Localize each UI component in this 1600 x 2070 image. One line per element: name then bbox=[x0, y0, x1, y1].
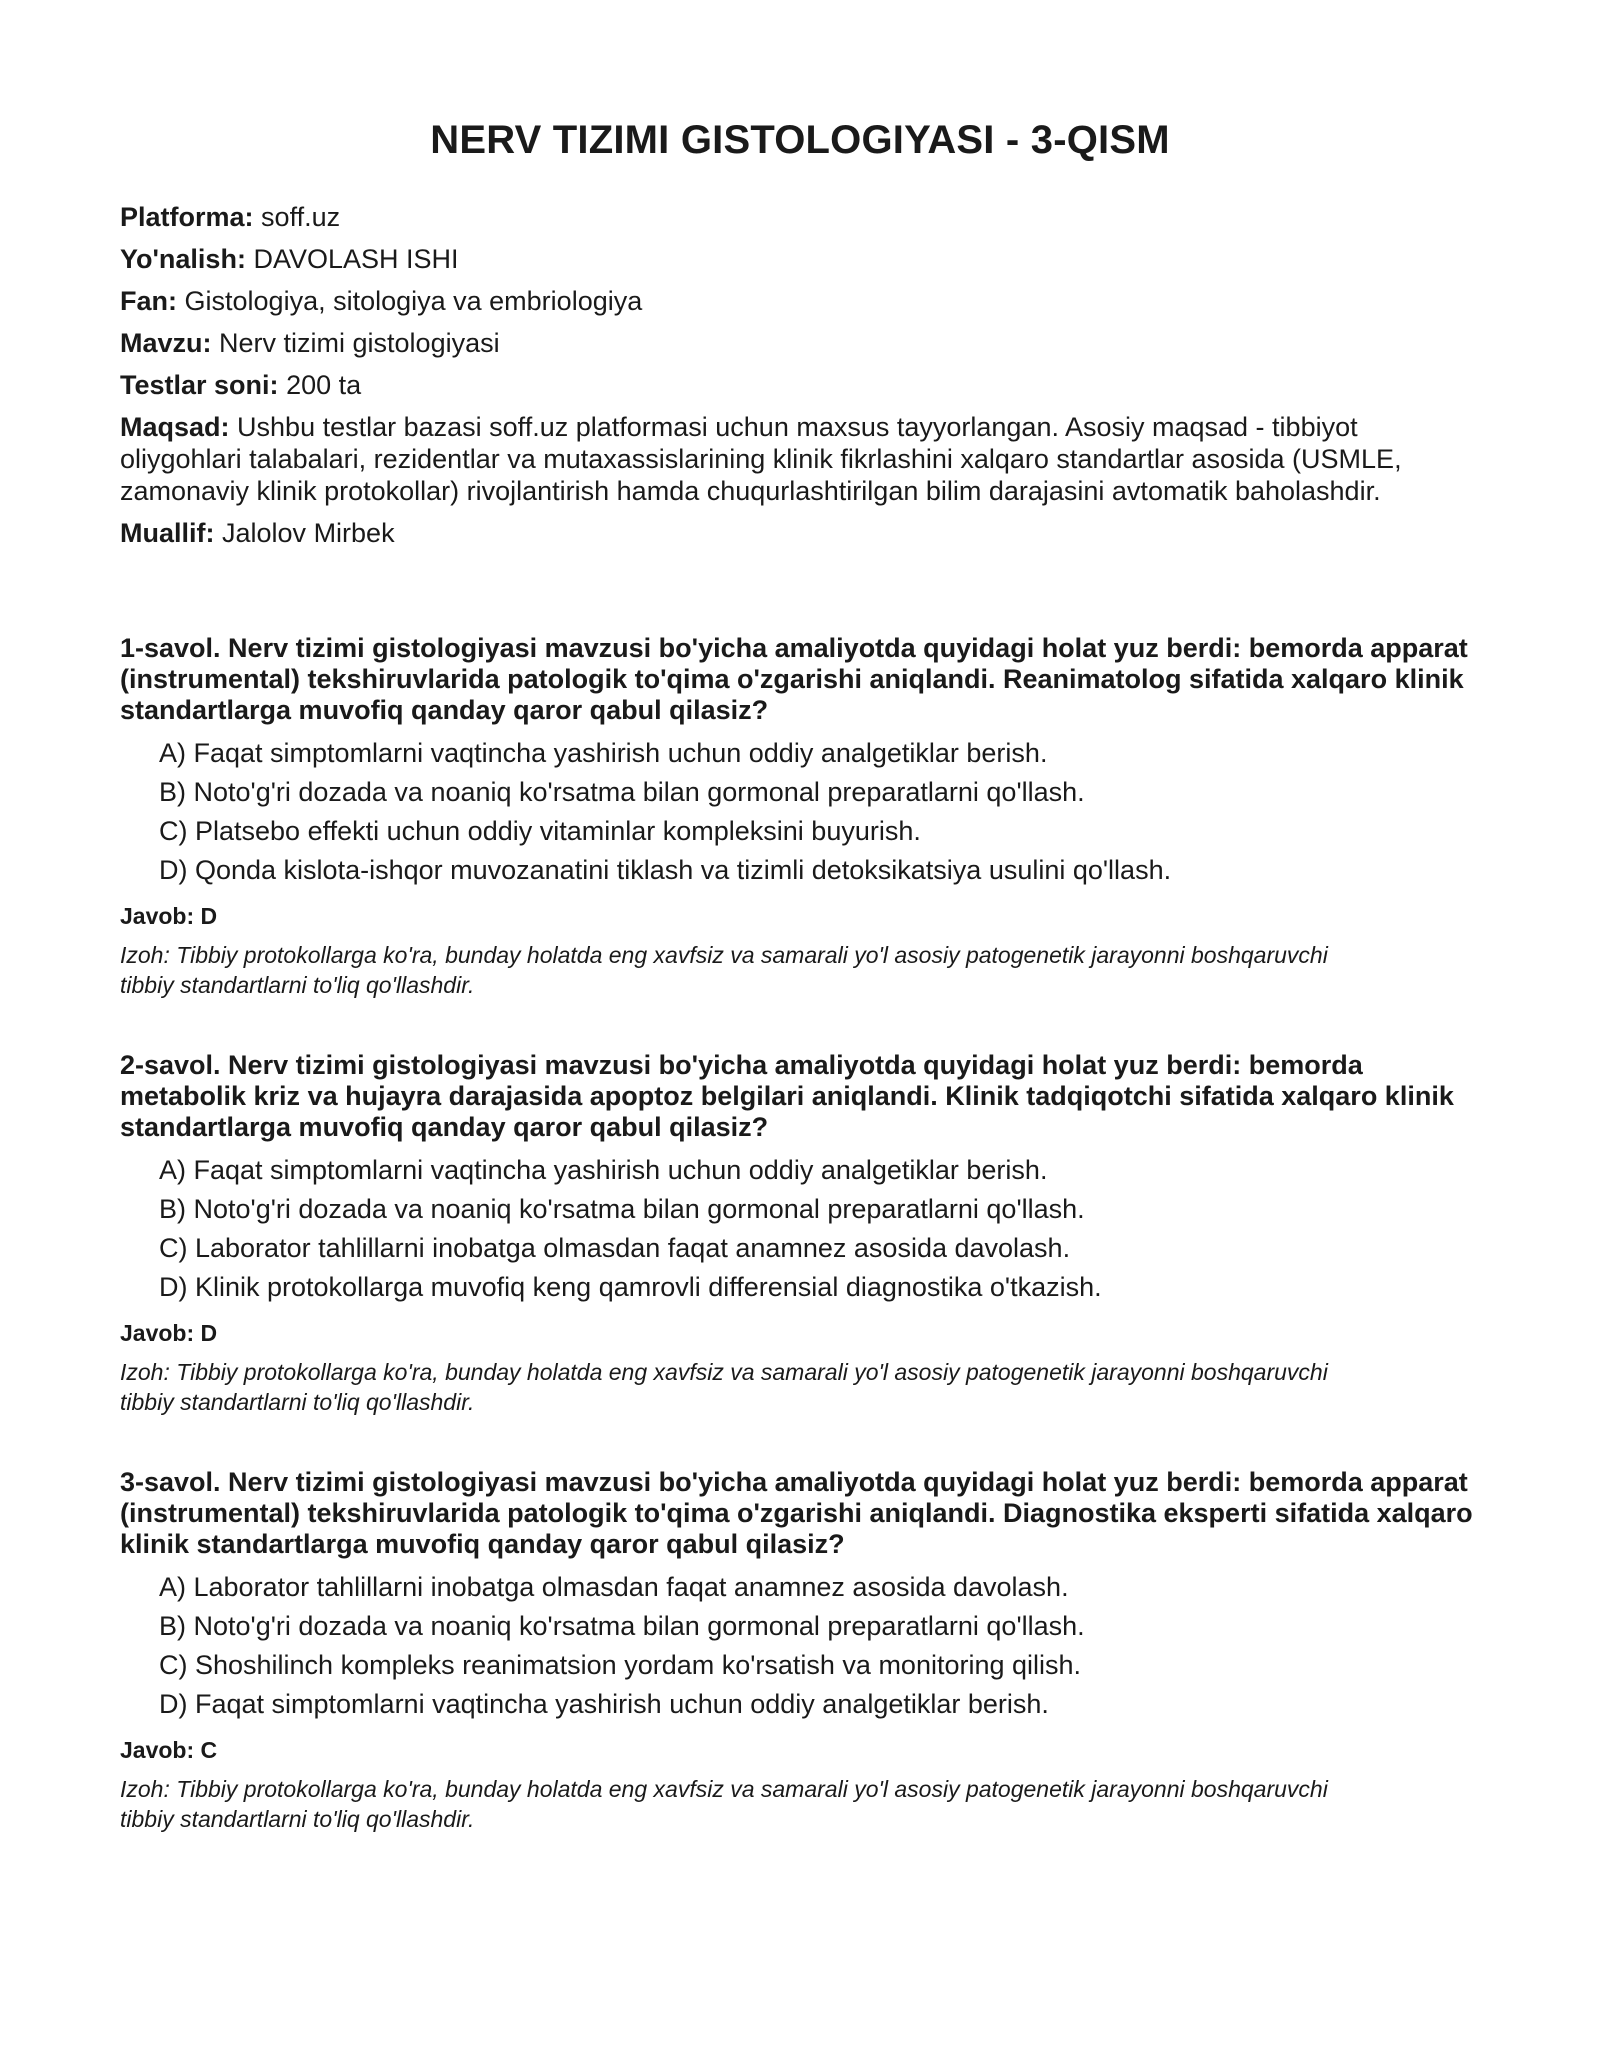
question-item bbox=[120, 1467, 1480, 1834]
meta-subject bbox=[120, 285, 1480, 317]
answer-option-c: C) Laborator tahlillarni inobatga olmasdan faqat anamnez asosida davolash. bbox=[159, 1233, 1071, 1263]
correct-answer: Javob: C bbox=[120, 1737, 218, 1763]
meta-value: 200 ta bbox=[286, 370, 362, 400]
explanation-note: Izoh: Tibbiy protokollarga ko'ra, bunday holatda eng xavfsiz va samarali yo'l asosiy patogenetik jarayonni boshqaruvchi tibbiy standartlarni to'liq qo'llashdir. bbox=[120, 942, 1328, 998]
meta-value: Ushbu testlar bazasi soff.uz platformasi uchun maxsus tayyorlangan. Asosiy maqsad - tibbiyot oliygohlari talabalari, rezidentlar va mutaxassislarining klinik fikrlashini xalqaro standartlar asosida (USMLE, zamonaviy klinik protokollar) rivojlantirish hamda chuqurlashtirilgan bilim darajasini avtomatik baholashdir. bbox=[120, 412, 1402, 506]
meta-key: Muallif: bbox=[120, 518, 215, 548]
meta-value: Nerv tizimi gistologiyasi bbox=[219, 328, 500, 358]
question-text: 1-savol. Nerv tizimi gistologiyasi mavzusi bo'yicha amaliyotda quyidagi holat yuz berdi: bemorda apparat (instrumental) tekshiruvlarida patologik to'qima o'zgarishi aniqlandi. Reanimatolog sifatida xalqaro klinik standartlarga muvofiq qanday qaror qabul qilasiz? bbox=[120, 633, 1468, 725]
meta-key: Testlar soni: bbox=[120, 370, 279, 400]
correct-answer: Javob: D bbox=[120, 903, 218, 929]
meta-key: Maqsad: bbox=[120, 412, 230, 442]
meta-platform bbox=[120, 201, 1480, 233]
explanation-note: Izoh: Tibbiy protokollarga ko'ra, bunday holatda eng xavfsiz va samarali yo'l asosiy patogenetik jarayonni boshqaruvchi tibbiy standartlarni to'liq qo'llashdir. bbox=[120, 1776, 1328, 1832]
answer-option-d: D) Klinik protokollarga muvofiq keng qamrovli differensial diagnostika o'tkazish. bbox=[159, 1272, 1102, 1302]
answer-option-b: B) Noto'g'ri dozada va noaniq ko'rsatma bilan gormonal preparatlarni qo'llash. bbox=[159, 777, 1085, 807]
answer-option-b: B) Noto'g'ri dozada va noaniq ko'rsatma bilan gormonal preparatlarni qo'llash. bbox=[159, 1194, 1085, 1224]
question-item bbox=[120, 633, 1480, 1000]
meta-topic bbox=[120, 327, 1480, 359]
question-text: 2-savol. Nerv tizimi gistologiyasi mavzusi bo'yicha amaliyotda quyidagi holat yuz berdi: bemorda metabolik kriz va hujayra darajasida apoptoz belgilari aniqlandi. Klinik tadqiqotchi sifatida xalqaro klinik standartlarga muvofiq qanday qaror qabul qilasiz? bbox=[120, 1050, 1454, 1142]
answer-option-c: C) Shoshilinch kompleks reanimatsion yordam ko'rsatish va monitoring qilish. bbox=[159, 1650, 1082, 1680]
answer-option-c: C) Platsebo effekti uchun oddiy vitaminlar kompleksini buyurish. bbox=[159, 816, 921, 846]
meta-key: Mavzu: bbox=[120, 328, 212, 358]
meta-key: Fan: bbox=[120, 286, 177, 316]
answer-option-a: A) Faqat simptomlarni vaqtincha yashirish uchun oddiy analgetiklar berish. bbox=[159, 1155, 1048, 1185]
meta-key: Platforma: bbox=[120, 202, 254, 232]
meta-value: Jalolov Mirbek bbox=[222, 518, 395, 548]
questions-list bbox=[120, 633, 1480, 1834]
answer-option-a: A) Faqat simptomlarni vaqtincha yashirish uchun oddiy analgetiklar berish. bbox=[159, 738, 1048, 768]
explanation-note: Izoh: Tibbiy protokollarga ko'ra, bunday holatda eng xavfsiz va samarali yo'l asosiy patogenetik jarayonni boshqaruvchi tibbiy standartlarni to'liq qo'llashdir. bbox=[120, 1359, 1328, 1415]
meta-test-count bbox=[120, 369, 1480, 401]
meta-value: DAVOLASH ISHI bbox=[253, 244, 459, 274]
answer-options bbox=[120, 1155, 1480, 1302]
meta-value: Gistologiya, sitologiya va embriologiya bbox=[184, 286, 643, 316]
question-item bbox=[120, 1050, 1480, 1417]
answer-option-d: D) Faqat simptomlarni vaqtincha yashirish uchun oddiy analgetiklar berish. bbox=[159, 1689, 1049, 1719]
answer-options bbox=[120, 738, 1480, 885]
question-text: 3-savol. Nerv tizimi gistologiyasi mavzusi bo'yicha amaliyotda quyidagi holat yuz berdi: bemorda apparat (instrumental) tekshiruvlarida patologik to'qima o'zgarishi aniqlandi. Diagnostika eksperti sifatida xalqaro klinik standartlarga muvofiq qanday qaror qabul qilasiz? bbox=[120, 1467, 1473, 1559]
meta-goal bbox=[120, 411, 1480, 507]
meta-section bbox=[120, 201, 1480, 549]
answer-option-b: B) Noto'g'ri dozada va noaniq ko'rsatma bilan gormonal preparatlarni qo'llash. bbox=[159, 1611, 1085, 1641]
answer-option-a: A) Laborator tahlillarni inobatga olmasdan faqat anamnez asosida davolash. bbox=[159, 1572, 1069, 1602]
answer-option-d: D) Qonda kislota-ishqor muvozanatini tiklash va tizimli detoksikatsiya usulini qo'llash. bbox=[159, 855, 1172, 885]
meta-value: soff.uz bbox=[261, 202, 341, 232]
meta-key: Yo'nalish: bbox=[120, 244, 246, 274]
page-title: NERV TIZIMI GISTOLOGIYASI - 3-QISM bbox=[430, 118, 1170, 162]
answer-options bbox=[120, 1572, 1480, 1719]
correct-answer: Javob: D bbox=[120, 1320, 218, 1346]
meta-author bbox=[120, 517, 1480, 549]
meta-direction bbox=[120, 243, 1480, 275]
